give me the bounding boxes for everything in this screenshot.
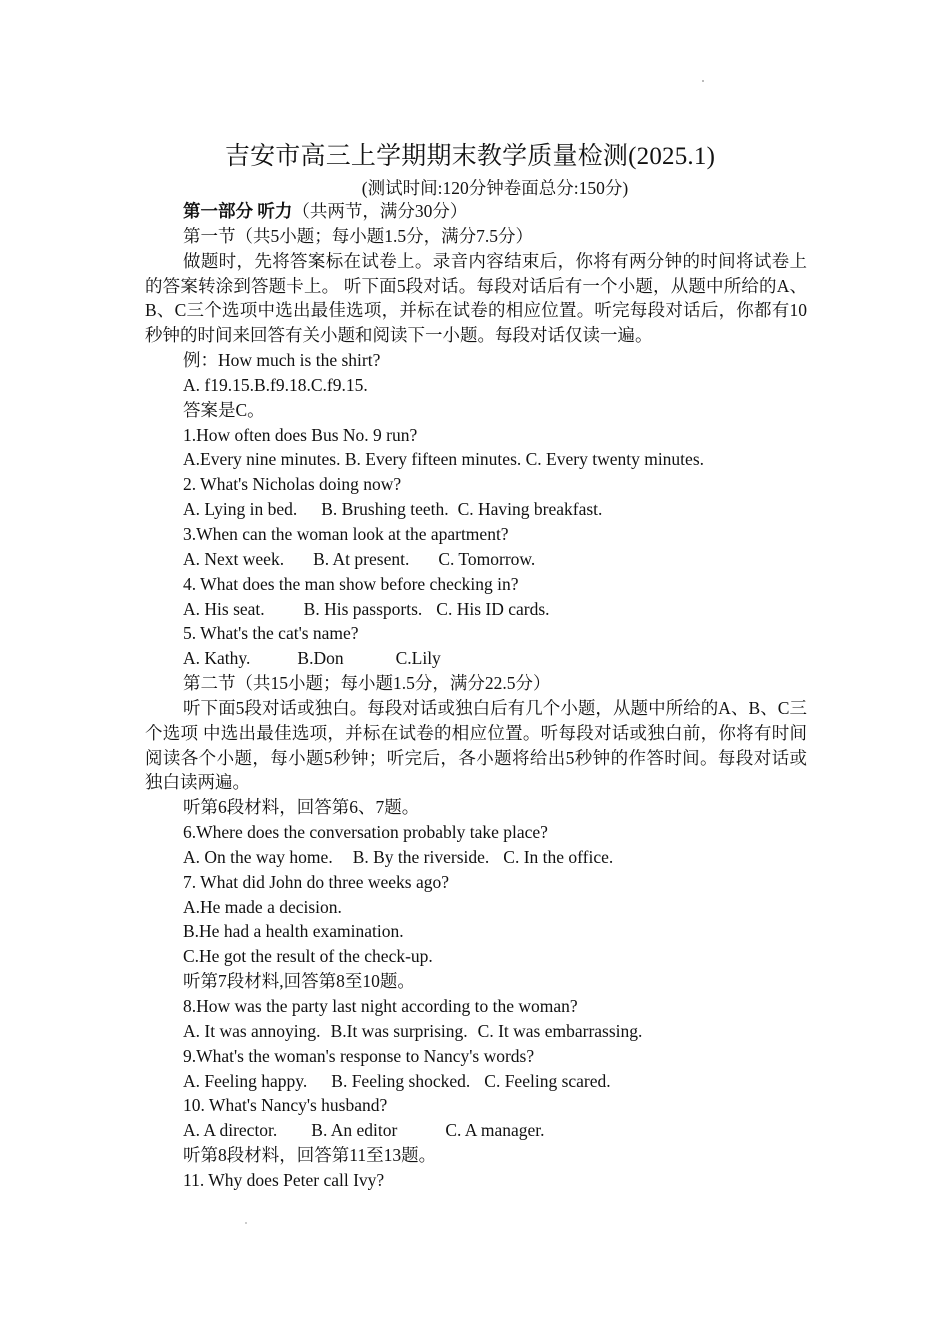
question-9: 9.What's the woman's response to Nancy's words?	[183, 1045, 535, 1066]
question-5-options	[145, 646, 807, 671]
option-b: B. By the riverside.	[352, 846, 490, 867]
option-c: C. A manager.	[445, 1120, 545, 1141]
question-10: 10. What's Nancy's husband?	[183, 1095, 388, 1116]
question-6-options	[145, 845, 807, 870]
example-options: A. f19.15.B.f9.18.C.f9.15.	[183, 374, 368, 395]
exam-body	[145, 199, 807, 1193]
option-b: B.He had a health examination.	[183, 921, 404, 942]
question-5: 5. What's the cat's name?	[183, 623, 359, 644]
option-c: C. His ID cards.	[436, 598, 550, 619]
option-b: B.Don	[297, 648, 344, 669]
option-c: C.Lily	[395, 648, 441, 669]
scan-mark	[702, 80, 704, 82]
question-3: 3.When can the woman look at the apartment?	[183, 523, 509, 544]
option-a: A. On the way home.	[183, 846, 333, 867]
part-title: 第一部分 听力	[183, 201, 293, 221]
section-instructions: 听下面5段对话或独白。每段对话或独白后有几个小题，从题中所给的A、B、C三个选项 中选出最佳选项，并标在试卷的相应位置。听每段对话或独白前，你将有时间阅读各个小题，每小题5秒钟；听完后，各小题将给出5秒钟的作答时间。每段对话或独白读两遍。	[145, 697, 807, 793]
example-question: 例：How much is the shirt?	[183, 350, 381, 371]
section-instructions: 做题时，先将答案标在试卷上。录音内容结束后，你将有两分钟的时间将试卷上的答案转涂到答题卡上。 听下面5段对话。每段对话后有一个小题，从题中所给的A、B、C三个选项中选出最佳选项，并标在试卷的相应位置。听完每段对话后，你都有10秒钟的时间来回答有关小题和阅读下一小题。每段对话仅读一遍。	[145, 250, 807, 346]
question-2: 2. What's Nicholas doing now?	[183, 474, 402, 495]
option-b: B. Brushing teeth.	[321, 499, 449, 520]
question-3-options	[145, 547, 807, 572]
question-11: 11. Why does Peter call Ivy?	[183, 1169, 385, 1190]
page-title: 吉安市高三上学期期末教学质量检测(2025.1)	[224, 143, 716, 170]
question-8: 8.How was the party last night according to the woman?	[183, 996, 578, 1016]
option-b: B. His passports.	[303, 598, 423, 619]
option-a: A. Kathy.	[183, 648, 251, 669]
scan-mark	[245, 1222, 247, 1224]
option-b: B.It was surprising.	[330, 1020, 468, 1041]
question-4-options	[145, 597, 807, 622]
question-10-options	[145, 1118, 807, 1143]
option-c: C. It was embarrassing.	[477, 1020, 643, 1041]
option-c: C.He got the result of the check-up.	[183, 946, 433, 967]
question-1-options: A.Every nine minutes. B. Every fifteen minutes. C. Every twenty minutes.	[183, 449, 705, 470]
material-heading: 听第7段材料,回答第8至10题。	[183, 971, 415, 992]
material-heading: 听第6段材料，回答第6、7题。	[183, 797, 420, 818]
section-heading: 第二节（共15小题；每小题1.5分，满分22.5分）	[183, 673, 551, 694]
question-6: 6.Where does the conversation probably take place?	[183, 822, 548, 843]
option-c: C. Having breakfast.	[457, 499, 603, 520]
question-4: 4. What does the man show before checking in?	[183, 573, 519, 594]
example-answer: 答案是C。	[183, 399, 265, 420]
option-b: B. Feeling shocked.	[331, 1070, 471, 1091]
option-a: A.He made a decision.	[183, 896, 342, 917]
question-1: 1.How often does Bus No. 9 run?	[183, 424, 418, 445]
exam-info: (测试时间:120分钟卷面总分:150分)	[361, 178, 629, 198]
option-c: C. In the office.	[503, 846, 614, 867]
question-8-options	[145, 1019, 807, 1044]
option-b: B. An editor	[311, 1120, 398, 1141]
question-7: 7. What did John do three weeks ago?	[183, 871, 449, 892]
option-a: A. Feeling happy.	[183, 1070, 308, 1091]
option-a: A. It was annoying.	[183, 1020, 321, 1041]
option-a: A. His seat.	[183, 598, 265, 619]
option-c: C. Feeling scared.	[484, 1070, 611, 1091]
option-a: A. Next week.	[183, 548, 285, 569]
part-note: （共两节，满分30分）	[292, 201, 468, 221]
option-b: B. At present.	[313, 548, 410, 569]
question-2-options	[145, 497, 807, 522]
part-heading	[145, 199, 807, 224]
question-9-options	[145, 1069, 807, 1094]
option-c: C. Tomorrow.	[438, 548, 536, 569]
section-heading: 第一节（共5小题；每小题1.5分，满分7.5分）	[183, 225, 533, 246]
material-heading: 听第8段材料，回答第11至13题。	[183, 1145, 437, 1166]
option-a: A. Lying in bed.	[183, 499, 298, 520]
option-a: A. A director.	[183, 1120, 278, 1141]
